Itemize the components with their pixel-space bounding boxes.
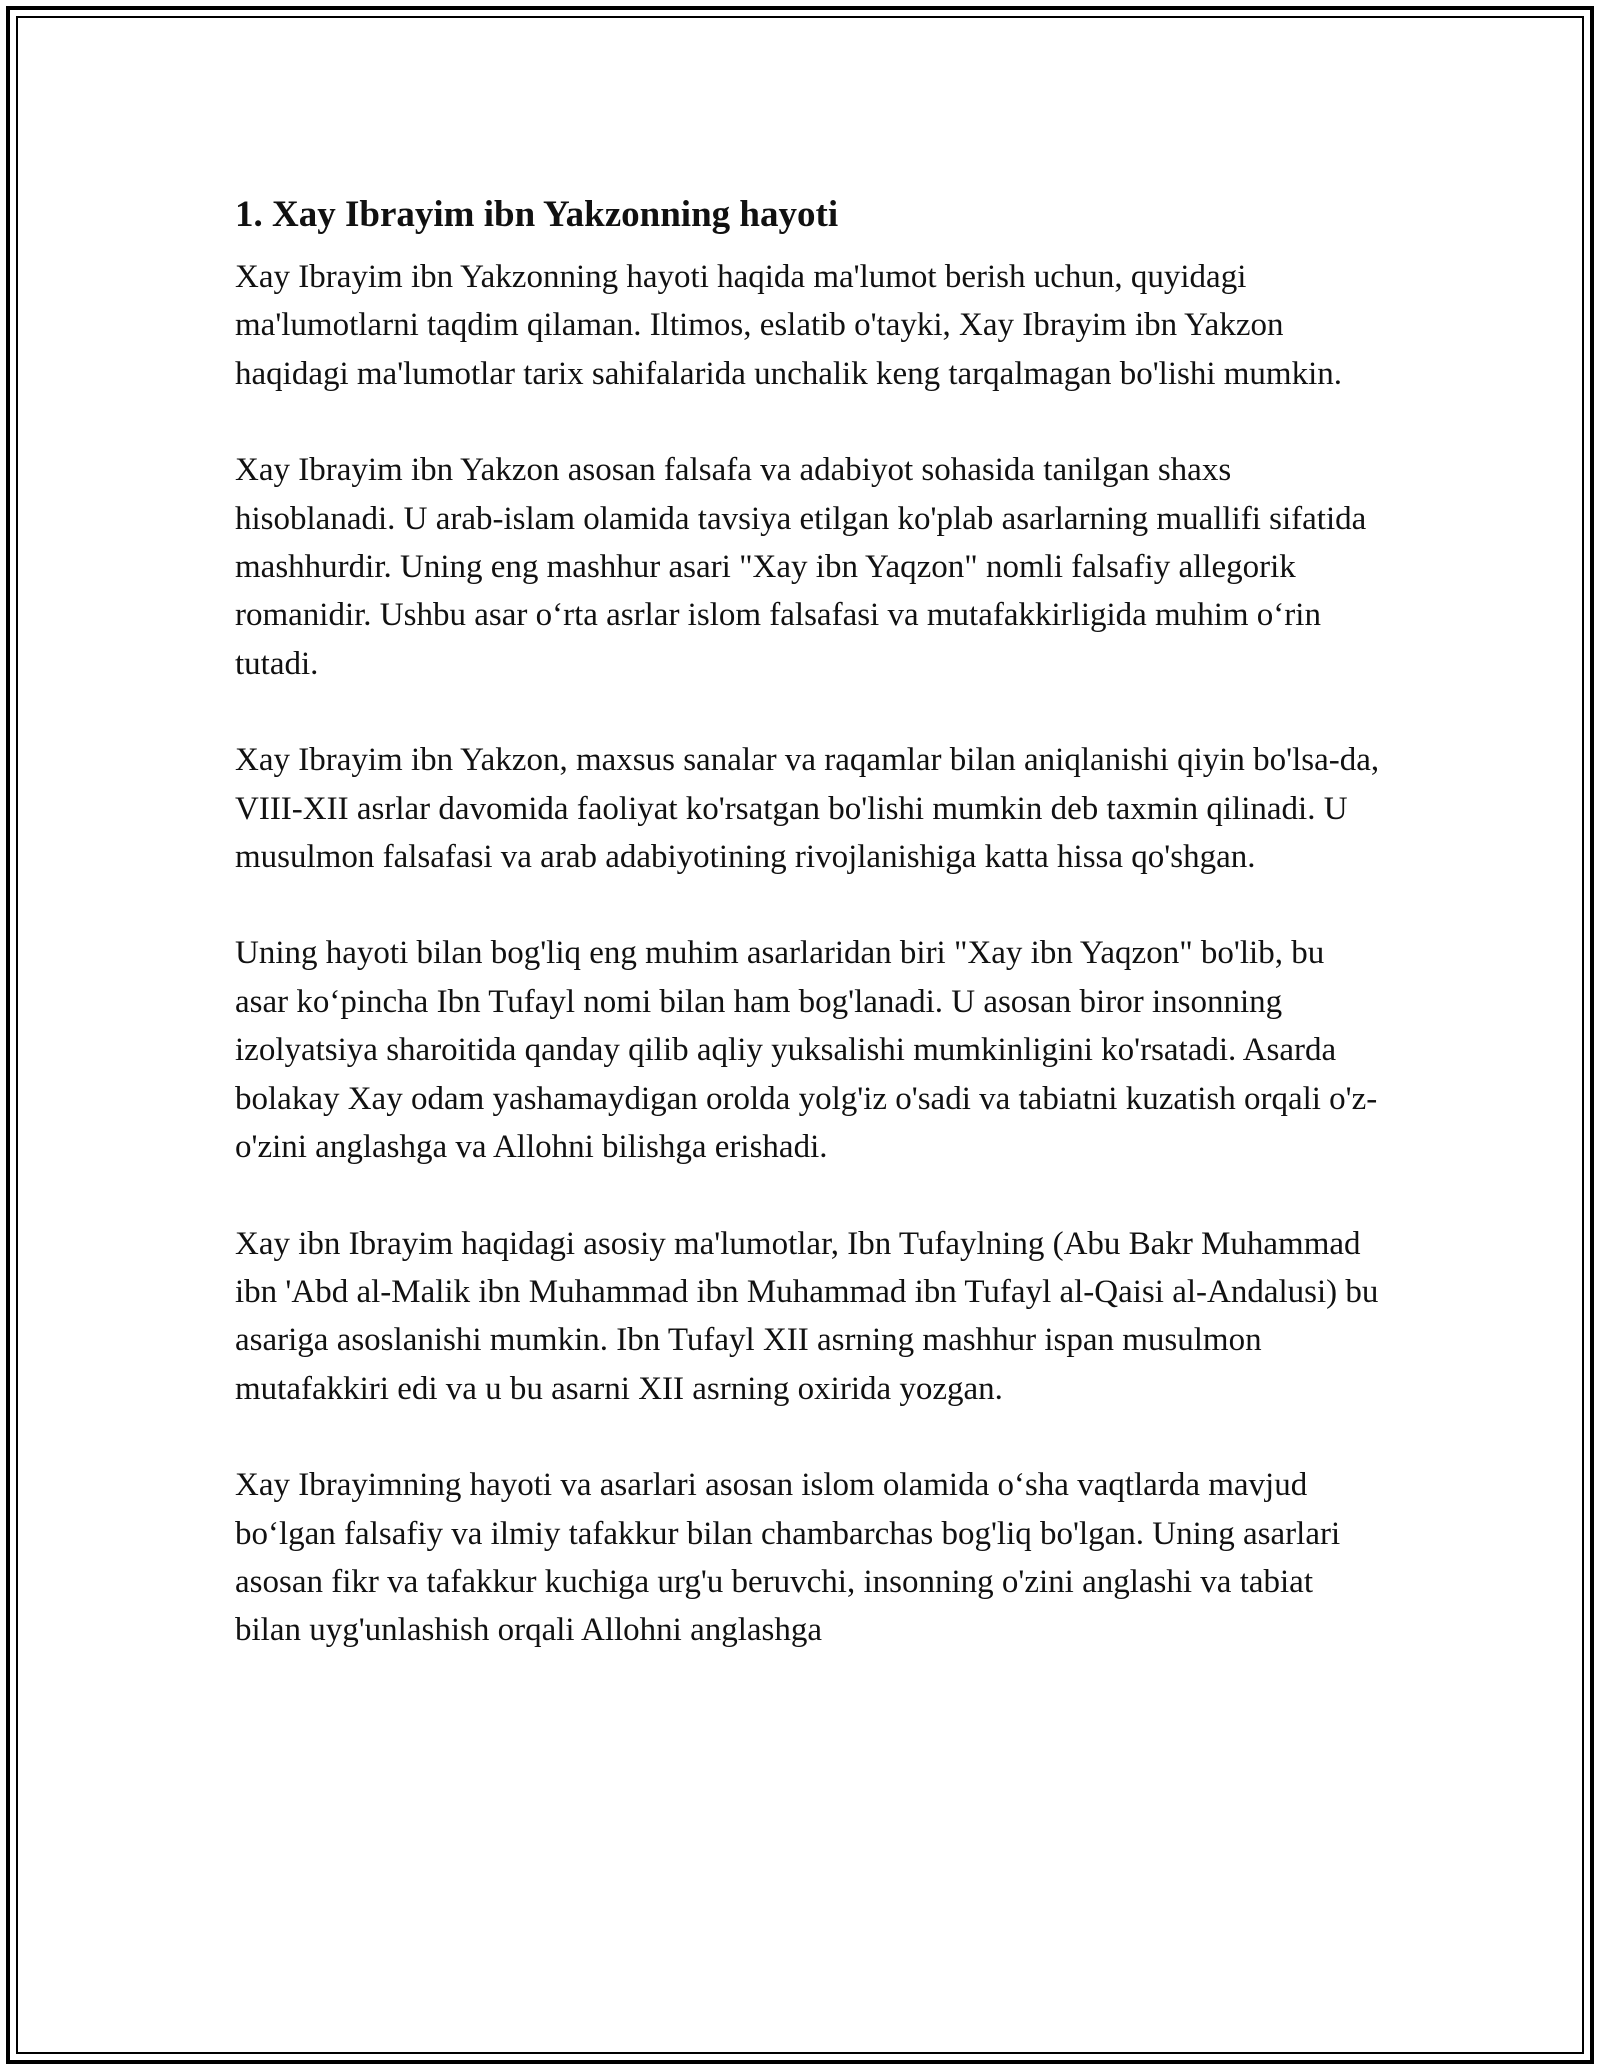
paragraph-2: Xay Ibrayim ibn Yakzon asosan falsafa va adabiyot sohasida tanilgan shaxs hisoblanadi. U arab-islam olamida tavsiya etilgan ko'plab asarlarning muallifi sifatida mashhurdir. Uning eng mashhur asari "Xay ibn Yaqzon" nomli falsafiy allegorik romanidir. Ushbu asar o‘rta asrlar islom falsafasi va mutafakkirligida muhim o‘rin tutadi. bbox=[235, 452, 1367, 682]
paragraph-4: Uning hayoti bilan bog'liq eng muhim asarlaridan biri "Xay ibn Yaqzon" bo'lib, bu asar ko‘pincha Ibn Tufayl nomi bilan ham bog'lanadi. U asosan biror insonning izolyatsiya sharoitida qanday qilib aqliy yuksalishi mumkinligini ko'rsatadi. Asarda bolakay Xay odam yashamaydigan orolda yolg'iz o'sadi va tabiatni kuzatish orqali o'z-o'zini anglashga va Allohni bilishga erishadi. bbox=[235, 935, 1378, 1166]
paragraph-5: Xay ibn Ibrayim haqidagi asosiy ma'lumotlar, Ibn Tufaylning (Abu Bakr Muhammad ibn 'Abd al-Malik ibn Muhammad ibn Muhammad ibn Tufayl al-Qaisi al-Andalusi) bu asariga asoslanishi mumkin. Ibn Tufayl XII asrning mashhur ispan musulmon mutafakkiri edi va u bu asarni XII asrning oxirida yozgan. bbox=[235, 1225, 1379, 1407]
document-body bbox=[235, 183, 1385, 1655]
paragraph-6: Xay Ibrayimning hayoti va asarlari asosan islom olamida o‘sha vaqtlarda mavjud bo‘lgan falsafiy va ilmiy tafakkur bilan chambarchas bog'liq bo'lgan. Uning asarlari asosan fikr va tafakkur kuchiga urg'u beruvchi, insonning o'zini anglashi va tabiat bilan uyg'unlashish orqali Allohni anglashga bbox=[235, 1467, 1341, 1649]
paragraph-3: Xay Ibrayim ibn Yakzon, maxsus sanalar va raqamlar bilan aniqlanishi qiyin bo'lsa-da, VIII-XII asrlar davomida faoliyat ko'rsatgan bo'lishi mumkin deb taxmin qilinadi. U musulmon falsafasi va arab adabiyotining rivojlanishiga katta hissa qo'shgan. bbox=[235, 742, 1380, 876]
section-heading: 1. Xay Ibrayim ibn Yakzonning hayoti bbox=[235, 194, 839, 235]
paragraph-1: Xay Ibrayim ibn Yakzonning hayoti haqida ma'lumot berish uchun, quyidagi ma'lumotlarni taqdim qilaman. Iltimos, eslatib o'tayki, Xay Ibrayim ibn Yakzon haqidagi ma'lumotlar tarix sahifalarida unchalik keng tarqalmagan bo'lishi mumkin. bbox=[235, 259, 1342, 392]
